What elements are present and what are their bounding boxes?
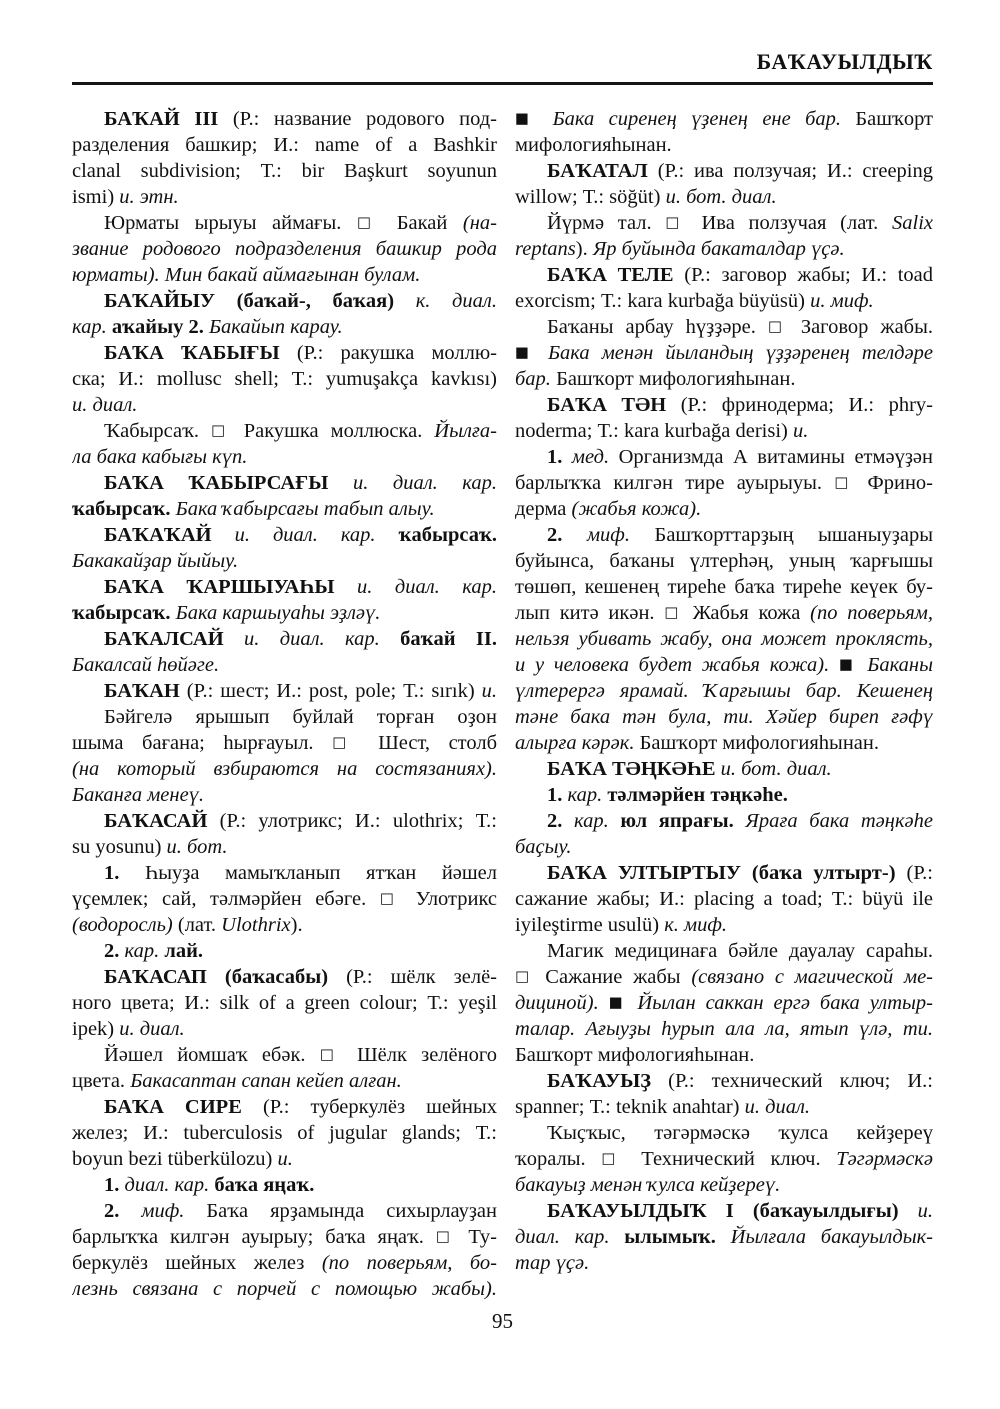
text-segment: БАҠА ҠАБЫҒЫ — [104, 342, 297, 364]
text-segment: и. бот. диал. — [665, 186, 777, 208]
text-line — [515, 1016, 933, 1042]
text-line — [72, 574, 497, 600]
text-line — [72, 392, 497, 418]
text-segment: бар. — [515, 368, 557, 390]
page-number: 95 — [492, 1309, 513, 1333]
text-segment: БАҠА ҠАРШЫУАҺЫ — [104, 576, 357, 598]
text-line — [72, 1224, 497, 1250]
text-line — [515, 210, 933, 236]
white-square-marker: □ — [356, 214, 382, 231]
text-segment: барлыҡҡа килгән ауырыу; баҡа яңаҡ. — [72, 1226, 436, 1248]
text-segment: reptans — [515, 238, 576, 260]
text-segment: и. бот. — [166, 836, 228, 858]
text-line — [72, 756, 497, 782]
text-line — [515, 730, 933, 756]
text-segment: 1. — [547, 446, 572, 468]
text-line — [72, 782, 497, 808]
text-segment: шыма бағана; һырғауыл. — [72, 732, 333, 754]
text-segment — [536, 342, 548, 364]
text-segment: ipek) — [72, 1018, 120, 1040]
left-column — [72, 106, 497, 1302]
text-line — [515, 964, 933, 990]
text-segment: Йылғала бакауылдык- — [730, 1226, 933, 1248]
text-segment: Технический ключ. — [625, 1148, 837, 1170]
text-segment: (Р.: технический ключ; И.: — [668, 1070, 933, 1092]
black-square-marker: ■ — [838, 656, 858, 673]
text-segment: Шест, столб — [359, 732, 497, 754]
text-segment: лай. — [164, 940, 204, 962]
text-segment: цвета. — [72, 1070, 131, 1092]
text-line — [72, 1276, 497, 1302]
text-line — [72, 106, 497, 132]
text-segment: Ива ползучая (лат. — [687, 212, 892, 234]
text-segment: лезнь связана с порчей с помощью жабы). — [72, 1278, 497, 1300]
text-segment: кар. — [567, 784, 608, 806]
text-segment: ). — [290, 914, 303, 936]
text-segment: 2. — [104, 1200, 142, 1222]
white-square-marker: □ — [332, 734, 360, 751]
text-line — [72, 522, 497, 548]
text-line — [515, 314, 933, 340]
text-segment: к. миф. — [664, 914, 728, 936]
text-segment: Ту- — [456, 1226, 497, 1248]
text-line — [72, 600, 497, 626]
text-line — [72, 704, 497, 730]
text-segment: Башҡорт мифологияһынан. — [515, 1044, 755, 1066]
text-segment: и. диал. — [744, 1096, 811, 1118]
text-segment: и у человека будет жабья кожа). — [515, 654, 839, 676]
text-line — [515, 418, 933, 444]
text-segment: (Р.: шест; И.: post, pole; Т.: sırık) — [186, 680, 482, 702]
text-line — [515, 756, 933, 782]
text-segment: желез; И.: tuberculosis of jugular glands; Т.: — [72, 1122, 497, 1144]
text-segment: Фрино- — [855, 472, 933, 494]
text-segment: (жабья кожа). — [571, 498, 702, 520]
text-segment: БАҠАУЫҘ — [547, 1070, 669, 1092]
text-line — [515, 1094, 933, 1120]
text-segment: ҡабырсаҡ. — [72, 602, 176, 624]
text-line — [72, 626, 497, 652]
text-segment: Баканы — [867, 654, 933, 676]
text-segment: и. диал. кар. — [352, 472, 497, 494]
text-segment: кар. — [72, 316, 112, 338]
white-square-marker: □ — [664, 604, 683, 621]
text-segment: и. бот. диал. — [720, 758, 832, 780]
text-segment — [858, 654, 868, 676]
text-segment: БАҠАСАП (баҡасабы) — [104, 966, 347, 988]
text-segment: (на который взбираются на состязаниях). — [72, 758, 497, 780]
text-line — [72, 886, 497, 912]
text-segment: нельзя убивать жабу, она может проклясть, — [515, 628, 933, 650]
text-line — [72, 964, 497, 990]
text-segment: и. — [793, 420, 809, 442]
text-line — [72, 236, 497, 262]
white-square-marker: □ — [379, 890, 403, 907]
text-segment: миф. — [586, 524, 655, 546]
text-line — [515, 1146, 933, 1172]
text-segment: spanner; Т.: teknik anahtar) — [515, 1096, 745, 1118]
text-line — [515, 912, 933, 938]
text-line — [515, 236, 933, 262]
text-line — [72, 288, 497, 314]
text-segment: баҫыу. — [515, 836, 572, 858]
text-segment: диал. кар. — [124, 1174, 215, 1196]
text-segment: (на- — [462, 212, 497, 234]
text-line — [72, 1094, 497, 1120]
text-segment: Бакайып карау. — [208, 316, 343, 338]
text-segment: Бака менән йыландың үҙҙәренең телдәре — [547, 342, 933, 364]
text-segment: и. — [917, 1200, 933, 1222]
text-segment: iyileştirme usulü) — [515, 914, 665, 936]
text-segment: мед. — [571, 446, 619, 468]
text-line — [72, 1146, 497, 1172]
white-square-marker: □ — [210, 422, 232, 439]
text-segment: кар. — [574, 810, 621, 832]
text-line — [515, 392, 933, 418]
text-segment: тар үҫә. — [515, 1252, 590, 1274]
text-line — [515, 340, 933, 366]
text-line — [72, 262, 497, 288]
text-line — [515, 600, 933, 626]
text-segment: и. этн. — [119, 186, 179, 208]
text-segment: Ulothrix — [221, 914, 291, 936]
text-segment: boyun bezi tüberkülozu) — [72, 1148, 278, 1170]
text-segment: Ҡабырсаҡ. — [104, 420, 211, 442]
text-segment: Бака каршыуаһы эҙләү. — [175, 602, 381, 624]
text-segment: Яраға бака тәңкәһе — [745, 810, 933, 832]
text-segment: Башҡорт мифологияһынан. — [556, 368, 796, 390]
text-line — [515, 132, 933, 158]
text-segment: Бака ҡабырсағы табып алыу. — [175, 498, 435, 520]
text-line — [515, 782, 933, 808]
text-line — [72, 912, 497, 938]
text-line — [515, 288, 933, 314]
text-line — [72, 418, 497, 444]
text-line — [515, 860, 933, 886]
text-line — [72, 860, 497, 886]
text-line — [515, 262, 933, 288]
white-square-marker: □ — [601, 1150, 626, 1167]
text-segment: баҡа яңаҡ. — [214, 1174, 315, 1196]
text-segment: su yosunu) — [72, 836, 167, 858]
text-line — [515, 1120, 933, 1146]
text-segment: Бакалсай һөйәге. — [72, 654, 220, 676]
white-square-marker: □ — [767, 318, 789, 335]
text-segment: БАҠАТАЛ — [547, 160, 658, 182]
text-segment: БАҠАСАЙ — [104, 810, 220, 832]
text-segment: БАҠАЛСАЙ — [104, 628, 245, 650]
text-segment: Бакакайҙар йыйыу. — [72, 550, 239, 572]
text-line — [515, 470, 933, 496]
text-segment: миф. — [141, 1200, 207, 1222]
text-segment: дициной). — [515, 992, 609, 1014]
text-segment: алырға кәрәк. — [515, 732, 640, 754]
text-segment: Йылан саккан ергә бака ултыр- — [637, 992, 933, 1014]
text-line — [72, 1068, 497, 1094]
text-line — [72, 1016, 497, 1042]
text-line — [515, 678, 933, 704]
text-segment: аҡайыу 2. — [111, 316, 209, 338]
text-segment: БАҠА ТЕЛЕ — [547, 264, 685, 286]
text-line — [515, 496, 933, 522]
text-segment: Жабья кожа — [682, 602, 811, 624]
text-line — [72, 340, 497, 366]
running-head: БАҠАУЫЛДЫҠ — [756, 49, 933, 74]
text-line — [72, 548, 497, 574]
text-line — [515, 158, 933, 184]
text-line — [515, 652, 933, 678]
text-columns — [72, 106, 933, 1302]
text-segment: noderma; Т.: kara kurbağa derisi) — [515, 420, 794, 442]
white-square-marker: □ — [834, 474, 856, 491]
text-segment: үлтерергә ярамай. Ҡарғышы бар. Кешенең — [515, 680, 933, 702]
text-line — [72, 808, 497, 834]
black-square-marker: ■ — [515, 110, 539, 127]
text-segment: и. — [277, 1148, 293, 1170]
text-segment: диал. кар. — [515, 1226, 625, 1248]
text-segment: тәлмәрйен тәңкәһе. — [607, 784, 788, 806]
text-segment: ла бака кабығы күп. — [72, 446, 248, 468]
text-segment: Баҡаны арбау һүҙҙәре. — [547, 316, 768, 338]
text-line — [72, 678, 497, 704]
text-segment: и. диал. — [119, 1018, 185, 1040]
text-line — [72, 1250, 497, 1276]
text-segment: Бакасаптан сапан кейеп алған. — [130, 1070, 402, 1092]
text-segment: Башҡорт мифологияһынан. — [639, 732, 879, 754]
text-segment: Бака сиренең үҙенең ене бар. — [552, 108, 856, 130]
text-segment: 2. — [104, 940, 125, 962]
text-line — [72, 1172, 497, 1198]
text-segment: лып китә икән. — [515, 602, 665, 624]
text-line — [72, 496, 497, 522]
text-line — [72, 1198, 497, 1224]
text-segment: к. диал. — [415, 290, 497, 312]
text-segment: 2. — [547, 524, 587, 546]
text-line — [72, 210, 497, 236]
text-segment: ҡабырсаҡ. — [398, 524, 497, 546]
text-segment: Ҡыҫҡыс, тәгәрмәскә ҡулса кейҙереү — [547, 1122, 933, 1144]
text-segment: Баканға менеү. — [72, 784, 205, 806]
text-segment: БАҠАН — [104, 680, 187, 702]
text-segment: Башҡорттарҙың ышаныуҙары — [654, 524, 933, 546]
text-line — [72, 314, 497, 340]
text-line — [72, 158, 497, 184]
text-segment: и. диал. кар. — [356, 576, 497, 598]
text-segment: разделения башкир; И.: name of a Bashkir — [72, 134, 497, 156]
text-line — [515, 704, 933, 730]
text-segment: БАҠА СИРЕ — [104, 1096, 263, 1118]
text-segment: сажание жабы; И.: placing a toad; Т.: büyü ile — [515, 888, 933, 910]
white-square-marker: □ — [319, 1046, 343, 1063]
white-square-marker: □ — [515, 968, 535, 985]
text-segment: Ракушка моллюска. — [231, 420, 435, 442]
text-line — [515, 808, 933, 834]
text-segment: (Р.: ракушка моллю- — [296, 342, 497, 364]
text-segment: ылымыҡ. — [624, 1226, 731, 1248]
text-segment: юл япрағы. — [620, 810, 746, 832]
text-segment: БАҠА ТӘН — [547, 394, 681, 416]
text-segment: БАҠАЙ III — [104, 108, 233, 130]
text-segment: БАҠАЙЫУ (баҡай-, баҡая) — [104, 290, 416, 312]
text-segment: 1. — [104, 862, 145, 884]
text-line — [515, 1172, 933, 1198]
text-line — [72, 1042, 497, 1068]
text-line — [515, 834, 933, 860]
text-line — [72, 366, 497, 392]
text-segment: и. диал. — [72, 394, 138, 416]
text-line — [72, 132, 497, 158]
header-rule — [72, 82, 933, 85]
text-segment: БАҠА ҠАБЫРСАҒЫ — [104, 472, 353, 494]
white-square-marker: □ — [665, 214, 688, 231]
text-line — [72, 834, 497, 860]
text-line — [515, 938, 933, 964]
text-line — [515, 886, 933, 912]
text-line — [515, 1250, 933, 1276]
text-segment: БАҠА ТӘҢКӘҺЕ — [547, 758, 721, 780]
text-segment: талар. Ағыуҙы һурып ала ла, ятып үлә, ти. — [515, 1018, 933, 1040]
text-line — [515, 522, 933, 548]
text-line — [515, 1068, 933, 1094]
text-segment: баҡай II. — [400, 628, 497, 650]
text-line — [515, 444, 933, 470]
text-line — [72, 470, 497, 496]
text-segment: Бакай — [381, 212, 463, 234]
text-segment — [627, 992, 637, 1014]
text-line — [72, 444, 497, 470]
text-segment: ҡабырсаҡ. — [72, 498, 176, 520]
text-line — [72, 1120, 497, 1146]
text-segment: (Р.: фринодерма; И.: phry- — [680, 394, 933, 416]
text-segment: (Р.: шёлк зелё- — [346, 966, 497, 988]
text-segment: БАҠА УЛТЫРТЫУ (баҡа ултырт-) — [547, 862, 907, 884]
text-segment: 1. — [104, 1174, 125, 1196]
text-line — [72, 938, 497, 964]
text-line — [515, 184, 933, 210]
text-segment: звание родового подразделения башкир рода — [72, 238, 497, 260]
text-line — [72, 184, 497, 210]
text-segment: (Р.: туберкулёз шейных — [262, 1096, 497, 1118]
text-segment: (Р.: — [906, 862, 933, 884]
white-square-marker: □ — [435, 1228, 457, 1245]
text-segment: ска; И.: mollusc shell; Т.: yumuşakça kavkısı) — [72, 368, 497, 390]
text-segment: Шёлк зелёного — [342, 1044, 497, 1066]
text-line — [515, 1042, 933, 1068]
text-segment: дерма — [515, 498, 572, 520]
text-segment: Сажание жабы — [534, 966, 692, 988]
text-segment: мифологияһынан. — [515, 134, 672, 156]
text-segment — [538, 108, 552, 130]
text-segment: Заговор жабы. — [788, 316, 933, 338]
text-segment: буйынса, баҡаны үлтерһәң, уның ҡарғышы — [515, 550, 933, 572]
text-segment: тәне бака тән була, ти. Хәйер биреп ғәфү — [515, 706, 933, 728]
text-segment: (связано с магической ме- — [691, 966, 933, 988]
text-segment: Йәшел йомшаҡ ебәк. — [104, 1044, 320, 1066]
text-line — [515, 1198, 933, 1224]
text-segment: Salix — [892, 212, 933, 234]
text-segment: (Р.: ива ползучая; И.: creeping — [657, 160, 933, 182]
text-segment: ismi) — [72, 186, 120, 208]
text-segment: юрматы). Мин бакай аймағынан булам. — [72, 264, 421, 286]
text-segment: Улотрикс — [402, 888, 497, 910]
text-segment: БАҠАҠАЙ — [104, 524, 235, 546]
text-segment: Тәгәрмәскә — [836, 1148, 933, 1170]
text-line — [515, 106, 933, 132]
text-line — [515, 1224, 933, 1250]
text-segment: Яр буйында бакаталдар үҫә. — [592, 238, 845, 260]
text-segment: төшөп, кешенең тиреһе баҡа тиреһе кеүек бу- — [515, 576, 933, 598]
text-line — [72, 652, 497, 678]
text-segment: willow; Т.: söğüt) — [515, 186, 666, 208]
text-segment: ҡоралы. — [515, 1148, 602, 1170]
black-square-marker: ■ — [515, 344, 536, 361]
text-segment: ного цвета; И.: silk of a green colour; Т.: yeşil — [72, 992, 497, 1014]
text-line — [515, 574, 933, 600]
text-segment: и. миф. — [810, 290, 874, 312]
black-square-marker: ■ — [608, 994, 628, 1011]
text-line — [72, 990, 497, 1016]
text-segment: Организмда А витамины етмәүҙән — [618, 446, 933, 468]
text-line — [515, 548, 933, 574]
text-segment: (Р.: название родового под- — [232, 108, 497, 130]
text-line — [515, 366, 933, 392]
text-segment: Йүрмә тал. — [547, 212, 666, 234]
text-segment: 1. — [547, 784, 568, 806]
text-line — [515, 626, 933, 652]
text-segment: clanal subdivision; Т.: bir Başkurt soyunun — [72, 160, 497, 182]
text-segment: ). — [575, 238, 593, 260]
text-segment: 2. — [547, 810, 575, 832]
text-segment: Башҡорт — [855, 108, 933, 130]
text-segment: (по поверьям, бо- — [321, 1252, 497, 1274]
text-segment: үҫемлек; сай, тәлмәрйен ебәге. — [72, 888, 380, 910]
text-segment: exorcism; Т.: kara kurbağa büyüsü) — [515, 290, 811, 312]
text-segment: кар. — [124, 940, 165, 962]
text-line — [72, 730, 497, 756]
text-segment: и. диал. кар. — [244, 628, 401, 650]
text-segment: Йылға- — [434, 420, 497, 442]
text-segment: (Р.: заговор жабы; И.: toad — [684, 264, 933, 286]
text-segment: Бәйгелә ярышып буйлай торған оҙон — [104, 706, 497, 728]
text-segment: (по поверьям, — [810, 602, 933, 624]
text-line — [515, 990, 933, 1016]
text-segment: Баҡа ярҙамында сихырлауҙан — [206, 1200, 497, 1222]
text-segment: БАҠАУЫЛДЫҠ I (баҡауылдығы) — [547, 1200, 918, 1222]
text-segment: Магик медицинаға бәйле дауалау сараһы. — [547, 940, 933, 962]
text-segment: (лат. — [177, 914, 222, 936]
text-segment: и. диал. кар. — [234, 524, 399, 546]
text-segment: Юрматы ырыуы аймағы. — [104, 212, 357, 234]
text-segment: беркулёз шейных желез — [72, 1252, 322, 1274]
text-segment: (Р.: улотрикс; И.: ulothrix; Т.: — [219, 810, 497, 832]
text-segment: Һыуҙа мамыҡланып ятҡан йәшел — [144, 862, 497, 884]
text-segment: барлыҡҡа килгән тире ауырыуы. — [515, 472, 835, 494]
text-segment: (водоросль) — [72, 914, 178, 936]
right-column — [515, 106, 933, 1302]
text-segment: и. — [481, 680, 497, 702]
text-segment: бакауыҙ менән ҡулса кейҙереү. — [515, 1174, 781, 1196]
